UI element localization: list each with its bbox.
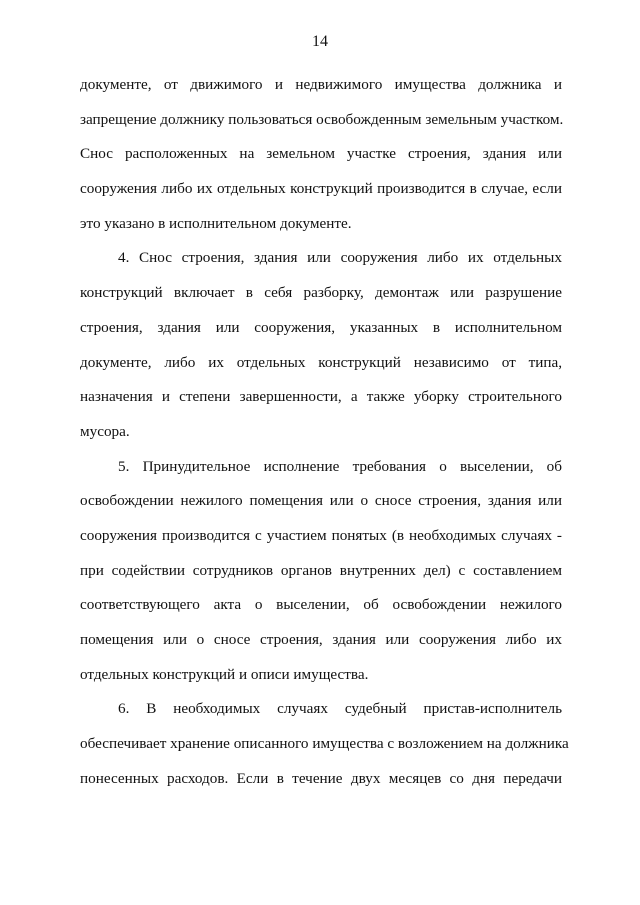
page-number: 14 — [312, 33, 328, 50]
text-line: документе, либо их отдельных конструкций независимо от типа, — [80, 353, 562, 371]
text-line: 4. Снос строения, здания или сооружения либо их отдельных — [118, 249, 562, 267]
text-line: понесенных расходов. Если в течение двух месяцев со дня передачи — [80, 769, 562, 787]
text-line: соответствующего акта о выселении, об освобождении нежилого — [80, 596, 562, 614]
text-line: назначения и степени завершенности, а также уборку строительного — [80, 388, 562, 406]
text-line: сооружения либо их отдельных конструкций производится в случае, если — [80, 180, 562, 198]
text-line: отдельных конструкций и описи имущества. — [80, 665, 369, 683]
text-line: 6. В необходимых случаях судебный пристав-исполнитель — [118, 700, 562, 718]
text-line: при содействии сотрудников органов внутренних дел) с составлением — [80, 561, 562, 579]
text-line: обеспечивает хранение описанного имущества с возложением на должника — [80, 735, 569, 753]
text-line: освобождении нежилого помещения или о сносе строения, здания или — [80, 492, 562, 510]
text-line: сооружения производится с участием понятых (в необходимых случаях - — [80, 526, 562, 544]
body-text — [80, 68, 569, 796]
text-line: запрещение должнику пользоваться освобожденным земельным участком. — [80, 110, 564, 128]
text-line: строения, здания или сооружения, указанных в исполнительном — [80, 318, 562, 336]
text-line: мусора. — [80, 422, 130, 440]
text-line: 5. Принудительное исполнение требования о выселении, об — [118, 457, 562, 475]
text-line: это указано в исполнительном документе. — [80, 214, 352, 232]
text-line: документе, от движимого и недвижимого имущества должника и — [80, 76, 562, 93]
text-line: помещения или о сносе строения, здания или сооружения либо их — [80, 631, 562, 648]
text-line: конструкций включает в себя разборку, демонтаж или разрушение — [80, 284, 562, 302]
text-line: Снос расположенных на земельном участке строения, здания или — [80, 145, 562, 163]
